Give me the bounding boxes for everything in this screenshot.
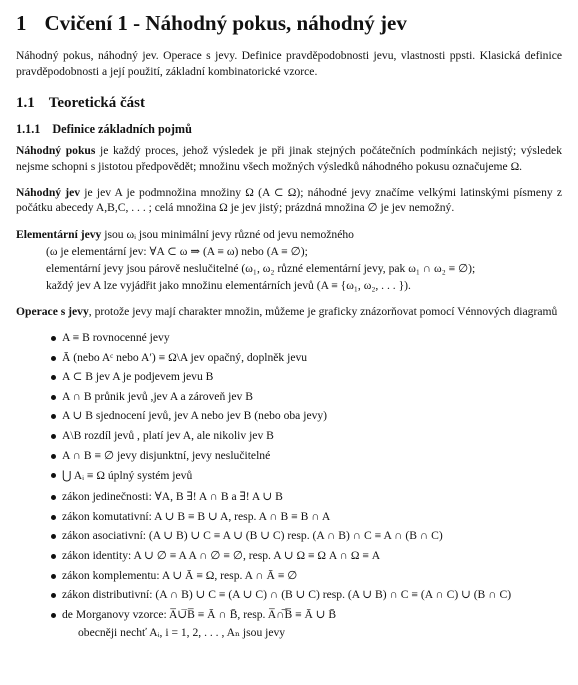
subsubsection-heading: [16, 121, 562, 137]
elementary-line-2: (ω je elementární jev: ∀A ⊂ ω ⇒ (A ≡ ω) nebo (A ≡ ∅);: [46, 245, 308, 259]
subsection-heading: [16, 94, 562, 113]
subsubsection-number: 1.1.1: [16, 122, 41, 136]
list-item: zákon identity: A ∪ ∅ ≡ A A ∩ ∅ ≡ ∅, resp. A ∪ Ω ≡ Ω A ∩ Ω ≡ A: [62, 546, 562, 566]
definition-text: je jev A je podmnožina množiny Ω (A ⊂ Ω); náhodné jevy značíme velkými latinskými písmeny z počátku abecedy A,B,C, . . . ; celá množina Ω je jev jistý; prázdná množina ∅ je jev nemožný.: [16, 185, 563, 215]
list-item: A ∪ B sjednocení jevů, jev A nebo jev B (nebo oba jevy): [62, 406, 562, 426]
list-item: zákon distributivní: (A ∩ B) ∪ C ≡ (A ∪ C) ∩ (B ∪ C) resp. (A ∪ B) ∩ C ≡ (A ∩ C) ∪ (B ∩ C): [62, 585, 562, 605]
definition-term: Elementární jevy: [16, 228, 102, 242]
list-item: zákon komutativní: A ∪ B ≡ B ∪ A, resp. A ∩ B ≡ B ∩ A: [62, 507, 562, 527]
elementary-line-3: elementární jevy jsou párově neslučitelné (ω₁, ω₂ různé elementární jevy, pak ω₁ ∩ ω₂ ≡ ∅);: [46, 262, 476, 276]
definition-text: , protože jevy mají charakter množin, můžeme je graficky znázorňovat pomocí Vénnových diagramů: [88, 305, 558, 319]
definition-random-event: [16, 185, 562, 217]
definition-term: Operace s jevy: [16, 305, 89, 319]
de-morgan-note: obecněji nechť Aᵢ, i = 1, 2, . . . , Aₙ jsou jevy: [78, 626, 286, 640]
list-item: Ā (nebo Aᶜ nebo A′) ≡ Ω\A jev opačný, doplněk jevu: [62, 348, 562, 368]
subsection-number: 1.1: [16, 95, 35, 111]
list-item: zákon komplementu: A ∪ Ā ≡ Ω, resp. A ∩ Ā ≡ ∅: [62, 566, 562, 586]
list-item: zákon jedinečnosti: ∀A, B ∃! A ∩ B a ∃! A ∪ B: [62, 487, 562, 507]
section-heading: [16, 0, 562, 36]
list-item: de Morganovy vzorce: A̅∪̅B̅ ≡ Ā ∩ B̄, resp. A̅∩̅B̅ ≡ Ā ∪ B̄: [62, 605, 562, 625]
elementary-line-4: každý jev A lze vyjádřit jako množinu elementárních jevů (A ≡ {ω₁, ω₂, . . . }).: [46, 279, 411, 293]
definition-term: Náhodný jev: [16, 185, 81, 199]
list-item: zákon asociativní: (A ∪ B) ∪ C ≡ A ∪ (B ∪ C) resp. (A ∩ B) ∩ C ≡ A ∩ (B ∩ C): [62, 526, 562, 546]
list-item: A ∩ B průnik jevů ,jev A a zároveň jev B: [62, 387, 562, 407]
elementary-line-1: jsou ωᵢ jsou minimální jevy různé od jevu nemožného: [104, 228, 354, 242]
list-item: A ∩ B ≡ ∅ jevy disjunktní, jevy neslučitelné: [62, 446, 562, 466]
definition-text: je každý proces, jehož výsledek je při jinak stejných počátečních podmínkách nejistý; výsledek nejsme schopni s jistotou předpovědět; množinu všech možných výsledků náhodného pokusu označujeme Ω.: [16, 144, 562, 173]
list-item: ⋃ Aᵢ ≡ Ω úplný systém jevů: [62, 465, 562, 487]
definition-term: Náhodný pokus: [16, 144, 96, 157]
list-item: A\B rozdíl jevů , platí jev A, ale nikoliv jev B: [62, 426, 562, 446]
section-title: Cvičení 1 - Náhodný pokus, náhodný jev: [44, 11, 407, 35]
definition-operations: [16, 304, 562, 320]
definition-elementary-events: [16, 226, 562, 294]
section-number: 1: [16, 11, 27, 35]
list-item: A ⊂ B jev A je podjevem jevu B: [62, 367, 562, 387]
subsection-title: Teoretická část: [48, 95, 145, 111]
list-item: A ≡ B rovnocenné jevy: [62, 328, 562, 348]
intro-paragraph: Náhodný pokus, náhodný jev. Operace s jevy. Definice pravděpodobnosti jevu, vlastnosti ppsti. Klasická definice pravděpodobnosti a její použití, základní kombinatorické vzorce.: [16, 49, 562, 78]
subsubsection-title: Definice základních pojmů: [52, 122, 192, 136]
operations-list: [16, 328, 562, 624]
definition-random-experiment: [16, 143, 562, 175]
